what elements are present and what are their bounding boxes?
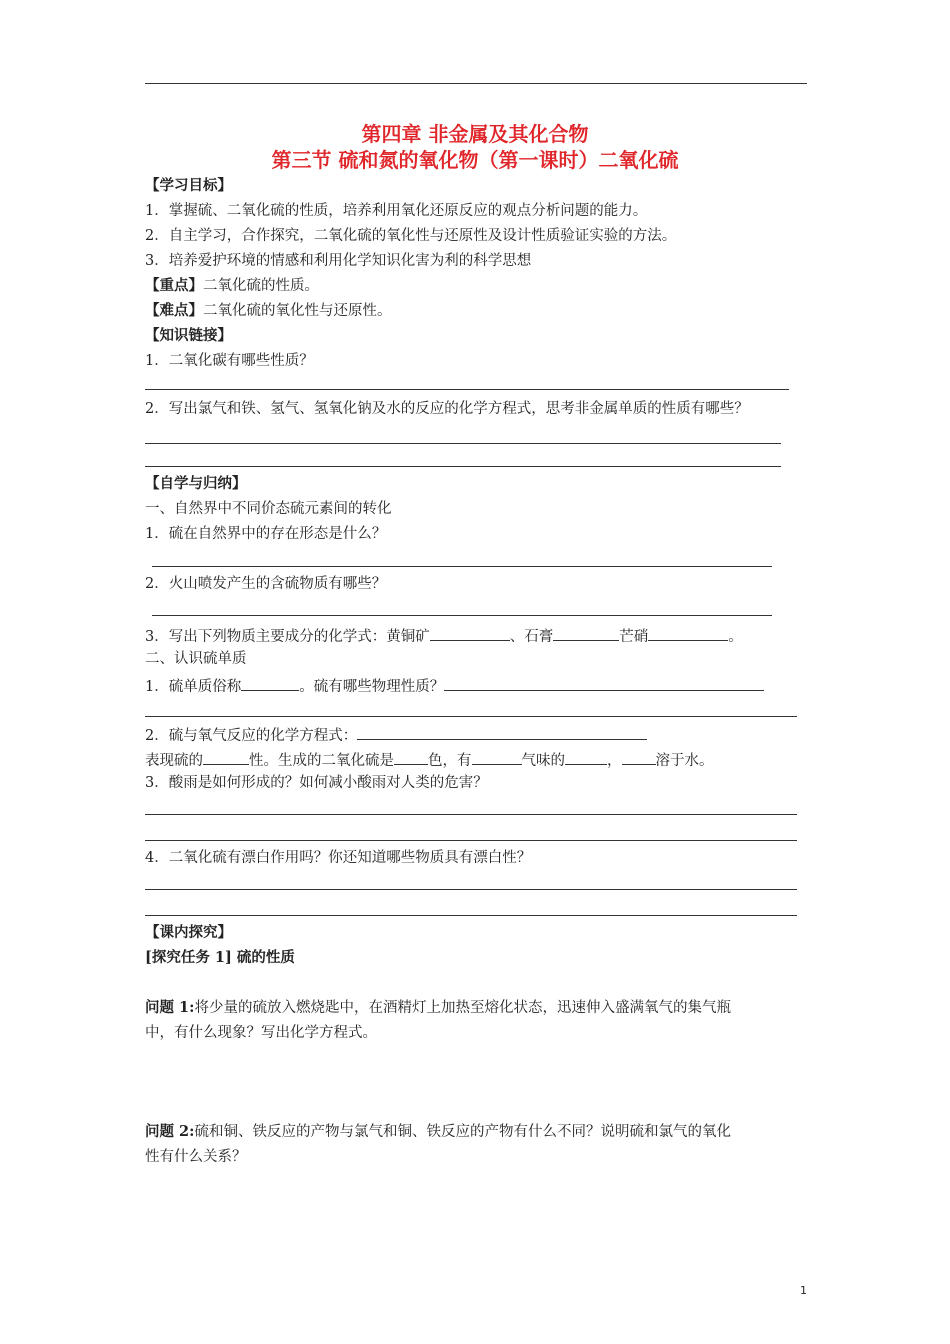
knowledge-q2: 2．写出氯气和铁、氢气、氢氧化钠及水的反应的化学方程式，思考非金属单质的性质有哪些？ [145, 401, 749, 417]
answer-line[interactable] [145, 889, 797, 890]
problem1-label: 问题 1: [145, 999, 195, 1016]
s2-text: 色，有 [428, 753, 472, 769]
sulfur-q3: 3．酸雨是如何形成的？如何减小酸雨对人类的危害？ [145, 775, 488, 791]
objective-item: 2．自主学习，合作探究，二氧化硫的氧化性与还原性及设计性质验证实验的方法。 [145, 228, 677, 244]
key-point-text: 二氧化硫的性质。 [203, 278, 319, 294]
objectives-heading: 【学习目标】 [145, 177, 232, 194]
key-point-label: 【重点】 [145, 277, 203, 294]
s2-text: 2．硫与氧气反应的化学方程式： [145, 728, 358, 744]
problem2-text: 硫和铜、铁反应的产物与氯气和铜、铁反应的产物有什么不同？说明硫和氯气的氧化 [194, 1124, 731, 1140]
self-study-q1: 1．硫在自然界中的存在形态是什么？ [145, 526, 387, 542]
blank-equation[interactable] [357, 723, 647, 740]
key-point [145, 276, 319, 296]
problem2-line2: 性有什么关系？ [145, 1149, 247, 1165]
sulfur-q4: 4．二氧化硫有漂白作用吗？你还知道哪些物质具有漂白性？ [145, 850, 532, 866]
blank-solubility[interactable] [622, 748, 656, 765]
part2-title: 二、认识硫单质 [145, 651, 247, 667]
q3-text: 芒硝 [619, 629, 649, 645]
difficulty-label: 【难点】 [145, 302, 203, 319]
part1-title: 一、自然界中不同价态硫元素间的转化 [145, 501, 392, 517]
s2-text: 表现硫的 [145, 753, 203, 769]
knowledge-q1: 1．二氧化碳有哪些性质？ [145, 353, 314, 369]
answer-line[interactable] [145, 443, 781, 444]
problem2-line1 [145, 1122, 731, 1142]
answer-line[interactable] [145, 814, 797, 815]
s1-text: 。硫有哪些物理性质？ [299, 679, 445, 695]
section-title: 第三节 硫和氮的氧化物（第一课时）二氧化硫 [271, 148, 679, 172]
blank-color[interactable] [394, 748, 428, 765]
answer-line[interactable] [145, 466, 781, 467]
objective-item: 3．培养爱护环境的情感和利用化学知识化害为利的科学思想 [145, 253, 532, 269]
s2-text: ， [607, 753, 622, 769]
sulfur-q2-line2 [145, 748, 714, 771]
objective-item: 1．掌握硫、二氧化硫的性质，培养利用氧化还原反应的观点分析问题的能力。 [145, 203, 648, 219]
self-study-q2: 2．火山喷发产生的含硫物质有哪些？ [145, 576, 387, 592]
self-study-heading: 【自学与归纳】 [145, 475, 247, 492]
blank-physical-props[interactable] [444, 674, 764, 691]
blank-property[interactable] [203, 748, 249, 765]
s1-text: 1．硫单质俗称 [145, 679, 242, 695]
inquiry-task1: [探究任务 1] 硫的性质 [145, 949, 295, 966]
blank-smell[interactable] [472, 748, 522, 765]
q3-text: 。 [728, 629, 743, 645]
difficulty [145, 301, 392, 321]
difficulty-text: 二氧化硫的氧化性与还原性。 [203, 303, 392, 319]
answer-line[interactable] [152, 615, 772, 616]
q3-text: 3．写出下列物质主要成分的化学式：黄铜矿 [145, 629, 430, 645]
blank-mirabilite[interactable] [648, 624, 728, 641]
header-rule [145, 83, 807, 84]
answer-line[interactable] [145, 389, 789, 390]
knowledge-link-heading: 【知识链接】 [145, 327, 232, 344]
q3-text: 、石膏 [509, 629, 554, 645]
blank-common-name[interactable] [241, 674, 299, 691]
answer-line[interactable] [145, 716, 797, 717]
s2-text: 性。生成的二氧化硫是 [249, 753, 394, 769]
page-number: 1 [800, 1284, 807, 1297]
answer-line[interactable] [152, 566, 772, 567]
answer-line[interactable] [145, 840, 797, 841]
inquiry-heading: 【课内探究】 [145, 924, 232, 941]
problem1-text: 将少量的硫放入燃烧匙中，在酒精灯上加热至熔化状态，迅速伸入盛满氧气的集气瓶 [194, 1000, 731, 1016]
self-study-q3 [145, 624, 743, 647]
answer-line[interactable] [145, 915, 797, 916]
problem1-line2: 中，有什么现象？写出化学方程式。 [145, 1025, 377, 1041]
sulfur-q1 [145, 674, 764, 697]
problem2-label: 问题 2: [145, 1123, 195, 1140]
s2-text: 溶于水。 [655, 753, 714, 769]
chapter-title: 第四章 非金属及其化合物 [361, 122, 589, 146]
blank-gas[interactable] [565, 748, 607, 765]
blank-chalcopyrite[interactable] [430, 624, 510, 641]
sulfur-q2 [145, 723, 647, 746]
blank-gypsum[interactable] [553, 624, 619, 641]
s2-text: 气味的 [521, 753, 565, 769]
problem1-line1 [145, 998, 731, 1018]
